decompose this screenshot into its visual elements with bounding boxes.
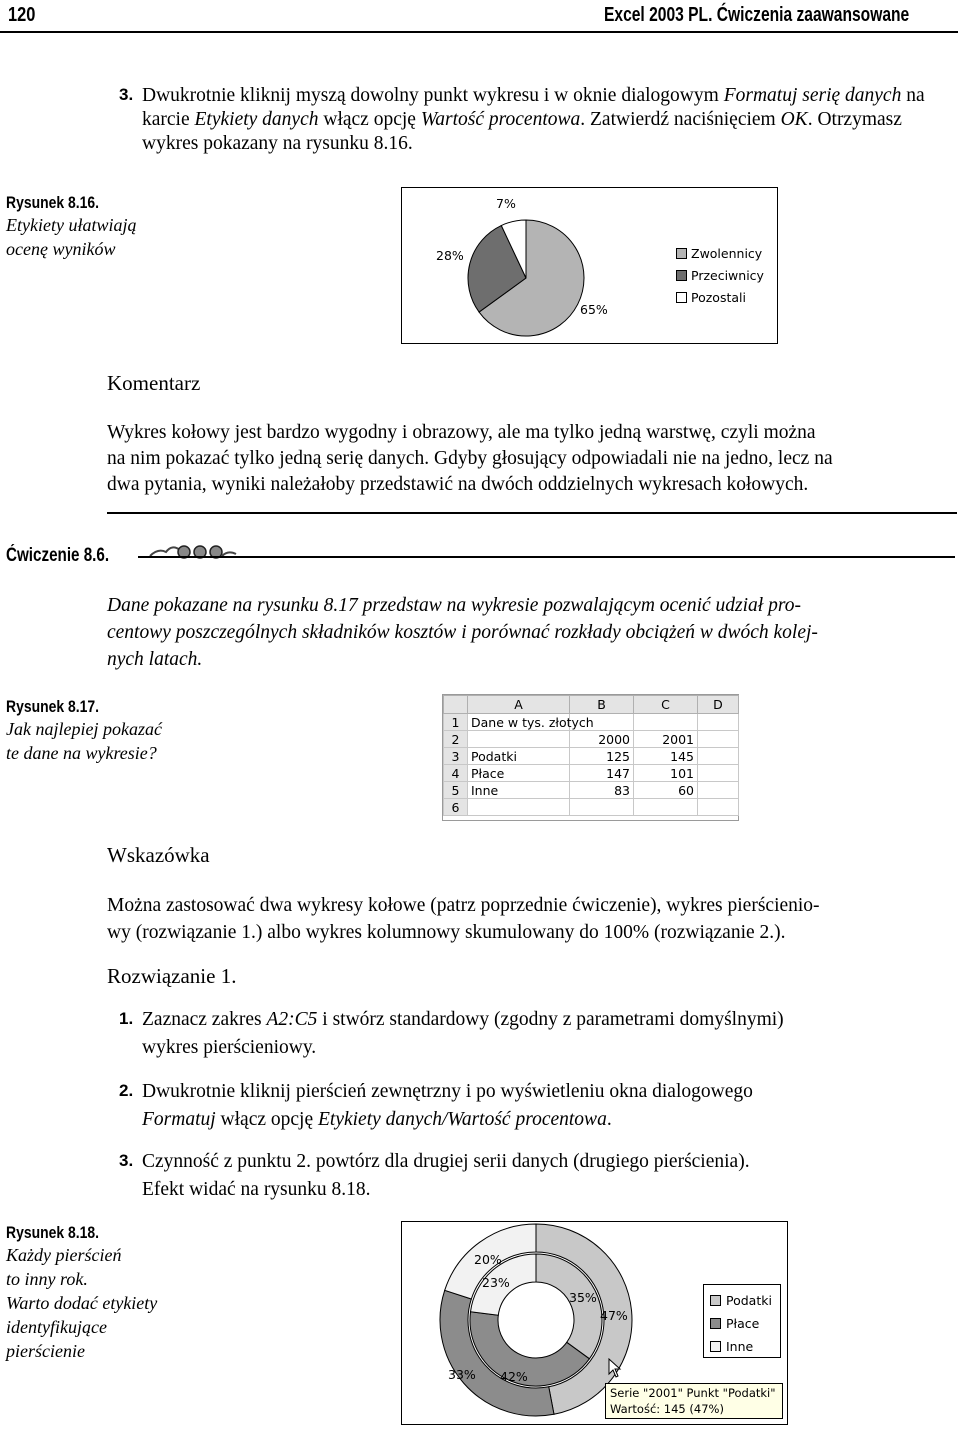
- step3-segment: . Zatwierdź naciśnięciem: [580, 109, 781, 130]
- book-title: Excel 2003 PL. Ćwiczenia zaawansowane: [604, 4, 910, 26]
- text-line: wy (rozwiązanie 1.) albo wykres kolumnowy skumulowany do 100% (rozwiązanie 2.).: [107, 922, 786, 943]
- legend-label: Podatki: [726, 1293, 772, 1308]
- text-line: na nim pokazać tylko jedną serię danych. Gdyby głosujący odpowiadali nie na jedno, lecz na: [107, 448, 833, 469]
- text-line: Można zastosować dwa wykresy kołowe (patrz poprzednie ćwiczenie), wykres pierścienio-: [107, 895, 820, 916]
- outer-ring-label: 33%: [448, 1367, 476, 1382]
- text-segment: .: [606, 1109, 612, 1130]
- text-line: [142, 1008, 784, 1032]
- cell[interactable]: [698, 782, 739, 799]
- caption-line: pierścienie: [6, 1341, 85, 1361]
- outer-ring-label: 47%: [600, 1308, 628, 1323]
- column-header[interactable]: D: [698, 696, 739, 714]
- cell[interactable]: [468, 799, 570, 816]
- legend-item: [710, 1335, 780, 1358]
- mouse-cursor-icon: [608, 1358, 622, 1378]
- cell[interactable]: [570, 799, 634, 816]
- caption-line: Każdy pierścień: [6, 1245, 122, 1265]
- text-segment: Zaznacz zakres: [142, 1009, 267, 1030]
- step-number: 3.: [119, 1151, 134, 1170]
- exercise-label: Ćwiczenie 8.6.: [6, 545, 110, 566]
- legend-item: [710, 1289, 780, 1312]
- text-segment: włącz opcję: [215, 1109, 318, 1130]
- tooltip-line: Wartość: 145 (47%): [610, 1402, 724, 1416]
- komentarz-rule: [107, 512, 957, 514]
- doughnut-chart-frame: [401, 1221, 788, 1425]
- inner-ring-label: 42%: [500, 1369, 528, 1384]
- figure-number: Rysunek 8.17.: [6, 697, 99, 716]
- row-header[interactable]: 4: [444, 765, 468, 782]
- caption-line: Etykiety ułatwiają: [6, 215, 137, 235]
- exercise-text: [107, 592, 957, 673]
- text-segment: Dwukrotnie kliknij pierścień zewnętrzny i po wyświetleniu okna dialogowego: [142, 1081, 753, 1102]
- cell[interactable]: Płace: [468, 765, 570, 782]
- outer-ring-label: 20%: [474, 1252, 502, 1267]
- step3-text: [142, 84, 950, 156]
- caption-line: Warto dodać etykiety: [6, 1293, 158, 1313]
- exercise-rule: [138, 556, 955, 558]
- chart-tooltip: [605, 1383, 783, 1419]
- cell[interactable]: [698, 799, 739, 816]
- legend-swatch: [676, 270, 687, 281]
- exercise-difficulty-icon: [148, 540, 238, 564]
- cell[interactable]: [468, 731, 570, 748]
- spreadsheet-grid: [443, 695, 739, 816]
- legend-label: Przeciwnicy: [691, 267, 764, 283]
- text-segment: Formatuj: [142, 1109, 216, 1130]
- legend-swatch: [710, 1318, 721, 1329]
- cell[interactable]: 145: [634, 748, 698, 765]
- column-header[interactable]: A: [468, 696, 570, 714]
- figure-number: Rysunek 8.18.: [6, 1223, 99, 1242]
- figure-8-17-caption: [6, 697, 206, 765]
- cell[interactable]: [698, 748, 739, 765]
- corner-cell[interactable]: [444, 696, 468, 714]
- caption-line: to inny rok.: [6, 1269, 88, 1289]
- inner-ring-label: 23%: [482, 1275, 510, 1290]
- row-header[interactable]: 5: [444, 782, 468, 799]
- wskazowka-text: [107, 892, 957, 946]
- cell[interactable]: [698, 765, 739, 782]
- doughnut-legend: [703, 1284, 781, 1358]
- column-header[interactable]: B: [570, 696, 634, 714]
- text-line: [142, 1178, 371, 1202]
- step3-segment: Wartość procentowa: [420, 109, 581, 130]
- pie-data-label: 28%: [436, 248, 464, 263]
- text-line: dwa pytania, wyniki należałoby przedstawić na dwóch oddzielnych wykresach kołowych.: [107, 474, 809, 495]
- legend-label: Zwolennicy: [691, 245, 763, 261]
- legend-item: [676, 264, 772, 286]
- cell[interactable]: 125: [570, 748, 634, 765]
- cell[interactable]: 2000: [570, 731, 634, 748]
- legend-swatch: [676, 248, 687, 259]
- page-header: [0, 0, 960, 36]
- legend-label: Pozostali: [691, 289, 746, 305]
- text-segment: Czynność z punktu 2. powtórz dla drugiej serii danych (drugiego pierścienia).: [142, 1151, 750, 1172]
- legend-item: [676, 242, 772, 264]
- text-line: [142, 1036, 316, 1060]
- step3-segment: włącz opcję: [318, 109, 421, 130]
- caption-line: Jak najlepiej pokazać: [6, 719, 162, 739]
- tooltip-line: Serie "2001" Punkt "Podatki": [610, 1386, 776, 1400]
- table-row: [444, 799, 739, 816]
- text-line: Dane pokazane na rysunku 8.17 przedstaw na wykresie pozwalającym ocenić udział pro-: [107, 595, 801, 616]
- pie-data-label: 65%: [580, 302, 608, 317]
- cell[interactable]: [698, 731, 739, 748]
- row-header[interactable]: 3: [444, 748, 468, 765]
- cell[interactable]: [634, 799, 698, 816]
- legend-label: Inne: [726, 1339, 754, 1354]
- caption-line: te dane na wykresie?: [6, 743, 157, 763]
- figure-number: Rysunek 8.16.: [6, 193, 99, 212]
- cell[interactable]: 147: [570, 765, 634, 782]
- text-line: centowy poszczególnych składników kosztów i porównać rozkłady obciążeń w dwóch kolej-: [107, 622, 818, 643]
- text-segment: Etykiety danych/Wartość procentowa: [318, 1109, 607, 1130]
- cell[interactable]: 2001: [634, 731, 698, 748]
- caption-line: ocenę wyników: [6, 239, 116, 259]
- text-line: Wykres kołowy jest bardzo wygodny i obrazowy, ale ma tylko jedną warstwę, czyli można: [107, 422, 816, 443]
- pie-data-label: 7%: [496, 196, 516, 211]
- text-line: [142, 1108, 612, 1132]
- legend-label: Płace: [726, 1316, 760, 1331]
- komentarz-heading: Komentarz: [107, 371, 201, 395]
- step-number: 1.: [119, 1009, 134, 1028]
- pie-legend: [676, 242, 772, 308]
- legend-swatch: [676, 292, 687, 303]
- text-segment: A2:C5: [266, 1009, 318, 1030]
- header-rule: [0, 31, 958, 33]
- wskazowka-heading: Wskazówka: [107, 843, 210, 867]
- cell[interactable]: Podatki: [468, 748, 570, 765]
- text-segment: i stwórz standardowy (zgodny z parametrami domyślnymi): [317, 1009, 784, 1030]
- cell[interactable]: 83: [570, 782, 634, 799]
- text-line: nych latach.: [107, 649, 203, 670]
- pie-chart-frame: [401, 187, 778, 344]
- step-number: 2.: [119, 1081, 134, 1100]
- inner-ring-label: 35%: [569, 1290, 597, 1305]
- column-header[interactable]: C: [634, 696, 698, 714]
- spreadsheet: [442, 694, 739, 821]
- solution-heading: Rozwiązanie 1.: [107, 964, 237, 988]
- step3-segment: Etykiety danych: [194, 109, 319, 130]
- cell[interactable]: Inne: [468, 782, 570, 799]
- legend-swatch: [710, 1295, 721, 1306]
- row-header[interactable]: 1: [444, 714, 468, 731]
- legend-item: [710, 1312, 780, 1335]
- table-row: [444, 765, 739, 782]
- komentarz-text: [107, 420, 957, 498]
- legend-swatch: [710, 1341, 721, 1352]
- cell[interactable]: 60: [634, 782, 698, 799]
- text-segment: wykres pierścieniowy.: [142, 1037, 317, 1058]
- cell[interactable]: Dane w tys. złotych: [468, 714, 570, 731]
- table-row: [444, 714, 739, 731]
- step3-number: 3.: [119, 85, 134, 104]
- step3-segment: na karcie: [142, 85, 925, 130]
- cell[interactable]: 101: [634, 765, 698, 782]
- row-header[interactable]: 6: [444, 799, 468, 816]
- table-row: [444, 731, 739, 748]
- text-segment: Efekt widać na rysunku 8.18.: [142, 1179, 371, 1200]
- cell[interactable]: [698, 714, 739, 731]
- step3-segment: . Otrzymasz wykres pokazany na rysunku 8.16.: [142, 109, 902, 154]
- page-number: 120: [8, 4, 36, 26]
- step3-segment: Formatuj serię danych: [723, 85, 902, 106]
- legend-item: [676, 286, 772, 308]
- figure-8-16-caption: [6, 193, 186, 261]
- caption-line: identyfikujące: [6, 1317, 107, 1337]
- figure-8-18-caption: [6, 1223, 206, 1363]
- step3-segment: Dwukrotnie kliknij myszą dowolny punkt wykresu i w oknie dialogowym: [142, 85, 724, 106]
- step3-segment: OK: [780, 109, 808, 130]
- table-row: [444, 748, 739, 765]
- text-line: [142, 1080, 753, 1104]
- row-header[interactable]: 2: [444, 731, 468, 748]
- table-row: [444, 782, 739, 799]
- text-line: [142, 1150, 750, 1174]
- cell[interactable]: [634, 714, 698, 731]
